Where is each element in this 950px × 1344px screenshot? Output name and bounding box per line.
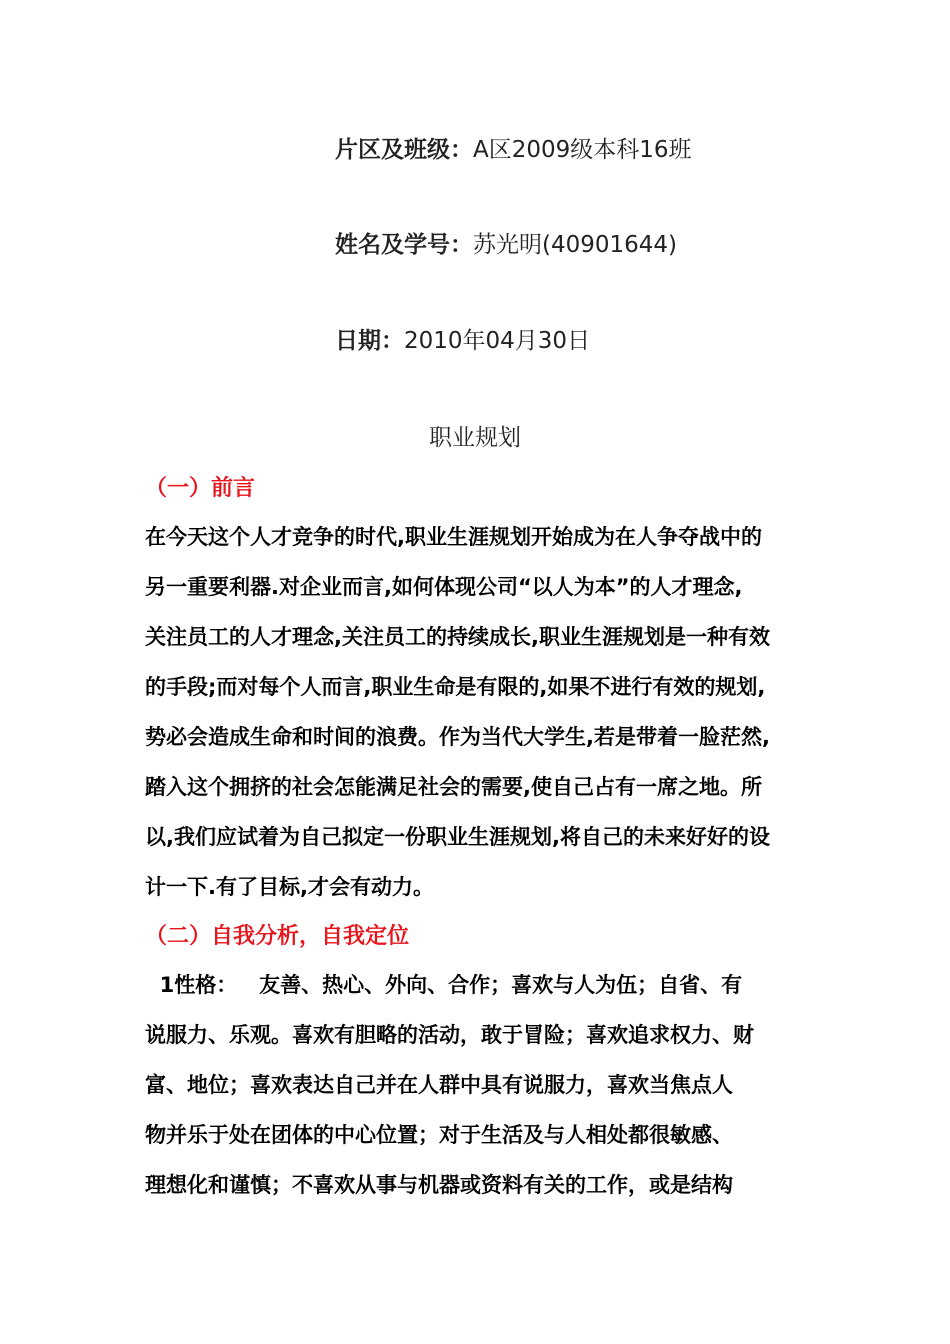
paragraph-line: 另一重要利器.对企业而言,如何体现公司“以人为本”的人才理念, [145,575,743,599]
paragraph-line: 的手段;而对每个人而言,职业生命是有限的,如果不进行有效的规划, [145,675,766,699]
paragraph-line: 以,我们应试着为自己拟定一份职业生涯规划,将自己的未来好好的设 [145,825,770,849]
class-label: 片区及班级： [335,137,473,163]
paragraph-line: 物并乐于处在团体的中心位置；对于生活及与人相处都很敏感、 [145,1123,733,1147]
class-info-line [335,135,692,165]
paragraph-line: 说服力、乐观。喜欢有胆略的活动，敢于冒险；喜欢追求权力、财 [145,1023,754,1047]
document-title: 职业规划 [429,425,521,451]
paragraph-line: 富、地位；喜欢表达自己并在人群中具有说服力，喜欢当焦点人 [145,1073,733,1097]
name-label: 姓名及学号： [335,232,473,258]
paragraph-line: 踏入这个拥挤的社会怎能满足社会的需要,使自己占有一席之地。所 [145,775,762,799]
date-value: 2010年04月30日 [404,328,591,354]
paragraph-line: 在今天这个人才竞争的时代,职业生涯规划开始成为在人争夺战中的 [145,525,762,549]
self-analysis-paragraph [145,970,815,1220]
name-info-line [335,230,677,260]
section-heading-self-analysis: （二）自我分析，自我定位 [145,924,410,949]
paragraph-line: 势必会造成生命和时间的浪费。作为当代大学生,若是带着一脸茫然, [145,725,770,749]
class-value: A区2009级本科16班 [473,137,692,163]
name-value: 苏光明(40901644) [473,232,678,258]
section-heading-preface: （一）前言 [145,476,256,501]
date-info-line [335,326,590,356]
paragraph-line: 计一下.有了目标,才会有动力。 [145,875,434,899]
preface-paragraph [145,522,815,922]
date-label: 日期： [335,328,404,354]
paragraph-line: 1性格： 友善、热心、外向、合作；喜欢与人为伍；自省、有 [145,973,743,997]
paragraph-line: 理想化和谨慎；不喜欢从事与机器或资料有关的工作，或是结构 [145,1173,733,1197]
paragraph-line: 关注员工的人才理念,关注员工的持续成长,职业生涯规划是一种有效 [145,625,770,649]
